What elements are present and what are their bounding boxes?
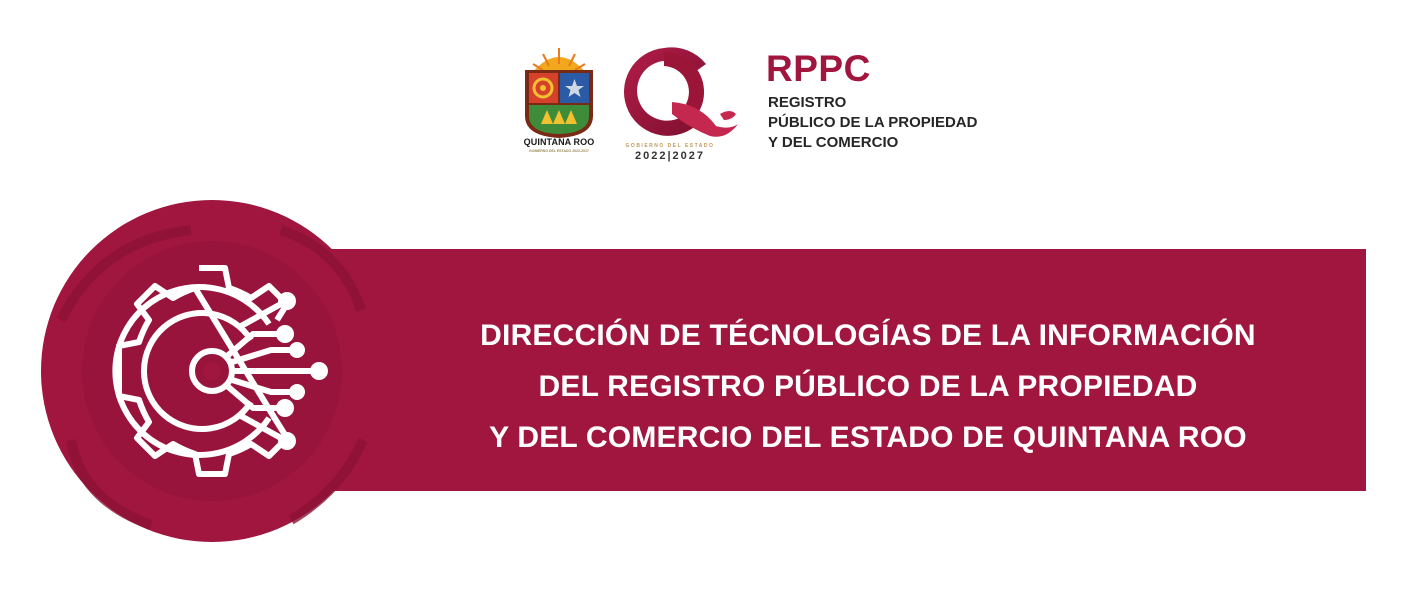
header-logos [0, 0, 1404, 180]
rppc-acronym: RPPC [766, 48, 871, 89]
state-logo-sublabel: GOBIERNO DEL ESTADO 2022-2027 [529, 149, 589, 153]
banner-line-2: DEL REGISTRO PÚBLICO DE LA PROPIEDAD [538, 370, 1198, 403]
circle-badge [41, 200, 383, 542]
government-caption: GOBIERNO DEL ESTADO [625, 143, 715, 149]
quintana-roo-shield-icon [521, 44, 597, 140]
rppc-line-2: PÚBLICO DE LA PROPIEDAD [768, 114, 978, 131]
banner-line-3: Y DEL COMERCIO DEL ESTADO DE QUINTANA ROO [489, 421, 1247, 454]
banner-line-1: DIRECCIÓN DE TÉCNOLOGÍAS DE LA INFORMACIÓN [480, 319, 1256, 352]
state-logo-label: QUINTANA ROO [523, 137, 595, 147]
rppc-line-1: REGISTRO [768, 94, 847, 111]
government-years: 2022|2027 [634, 150, 706, 162]
banner-title [395, 310, 1341, 463]
government-q-logo-icon [620, 44, 740, 144]
rppc-line-3: Y DEL COMERCIO [768, 134, 899, 151]
